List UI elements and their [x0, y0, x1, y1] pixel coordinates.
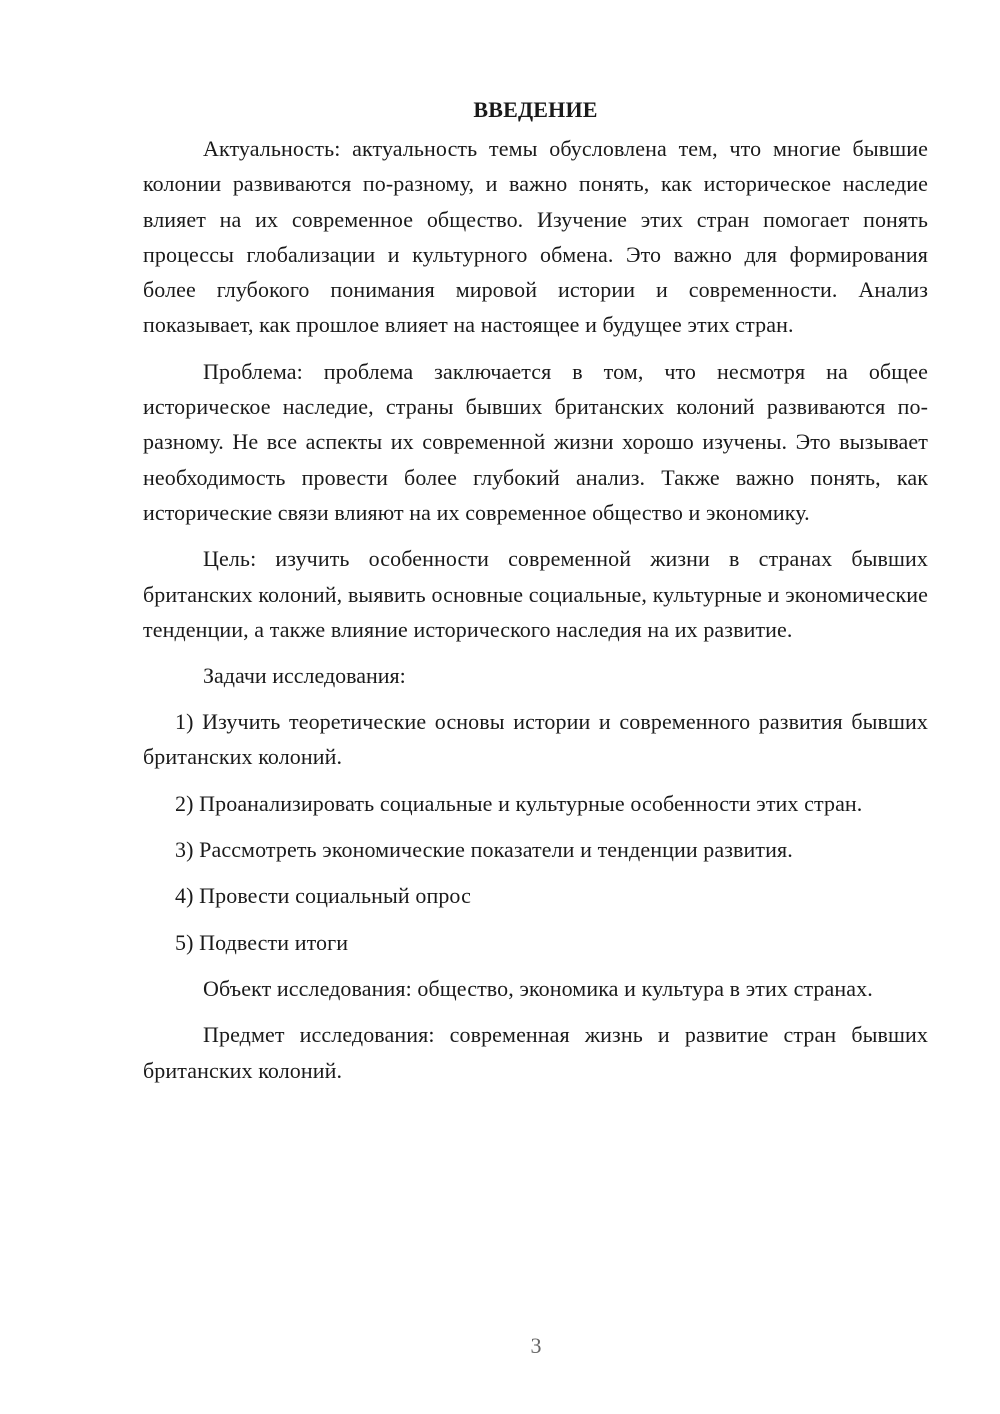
relevance-paragraph: Актуальность: актуальность темы обусловлена тем, что многие бывшие колонии развиваются по-разному, и важно понять, как историческое наследие влияет на их современное общество. Изучение этих стран помогает понять процессы глобализации и культурного обмена. Это важно для формирования более глубокого понимания мировой истории и современности. Анализ показывает, как прошлое влияет на настоящее и будущее этих стран.: [143, 136, 928, 338]
section-heading: ВВЕДЕНИЕ: [473, 97, 598, 122]
problem-paragraph: Проблема: проблема заключается в том, что несмотря на общее историческое наследие, страны бывших британских колоний развиваются по-разному. Не все аспекты их современной жизни хорошо изучены. Это вызывает необходимость провести более глубокий анализ. Также важно понять, как исторические связи влияют на их современное общество и экономику.: [143, 358, 928, 525]
tasks-list: [143, 704, 928, 960]
object-paragraph: Объект исследования: общество, экономика и культура в этих странах.: [203, 975, 873, 1001]
document-page: [143, 92, 928, 1099]
goal-paragraph: Цель: изучить особенности современной жизни в странах бывших британских колоний, выявить основные социальные, культурные и экономические тенденции, а также влияние исторического наследия на их развитие.: [143, 546, 928, 642]
page-number: 3: [530, 1333, 542, 1358]
task-item: 1) Изучить теоретические основы истории и современного развития бывших британских колоний.: [143, 709, 928, 770]
task-item: 4) Провести социальный опрос: [175, 883, 471, 909]
tasks-title: Задачи исследования:: [203, 663, 406, 689]
subject-paragraph: Предмет исследования: современная жизнь и развитие стран бывших британских колоний.: [143, 1022, 928, 1083]
task-item: 5) Подвести итоги: [175, 929, 349, 955]
task-item: 3) Рассмотреть экономические показатели и тенденции развития.: [175, 837, 793, 863]
task-item: 2) Проанализировать социальные и культурные особенности этих стран.: [175, 790, 863, 816]
